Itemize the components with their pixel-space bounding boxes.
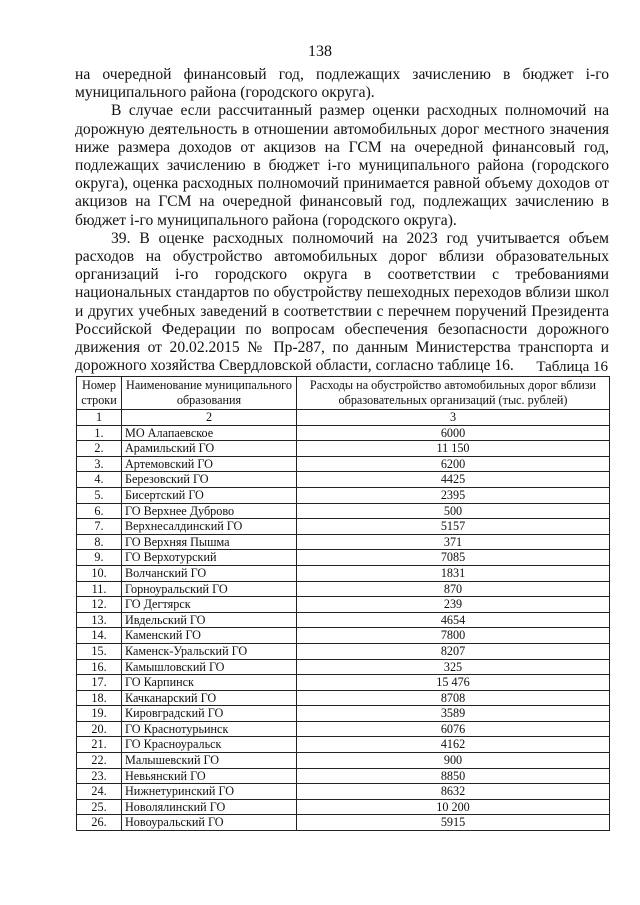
expenses-table bbox=[76, 376, 610, 831]
expense-value: 5915 bbox=[297, 815, 610, 831]
table-row bbox=[77, 472, 610, 488]
expense-value: 5157 bbox=[297, 519, 610, 535]
expense-value: 239 bbox=[297, 597, 610, 613]
table-row bbox=[77, 643, 610, 659]
table-row bbox=[77, 581, 610, 597]
column-number: 2 bbox=[122, 410, 297, 426]
table-header-row bbox=[77, 377, 610, 410]
municipality-name: Артемовский ГО bbox=[122, 456, 297, 472]
expense-value: 7800 bbox=[297, 628, 610, 644]
table-row bbox=[77, 503, 610, 519]
row-number: 3. bbox=[77, 456, 122, 472]
expense-value: 4425 bbox=[297, 472, 610, 488]
municipality-name: Березовский ГО bbox=[122, 472, 297, 488]
row-number: 5. bbox=[77, 487, 122, 503]
table-caption: Таблица 16 bbox=[536, 359, 608, 375]
row-number: 20. bbox=[77, 721, 122, 737]
body-text bbox=[75, 66, 609, 375]
expense-value: 11 150 bbox=[297, 441, 610, 457]
header-expenses: Расходы на обустройство автомобильных дорог вблизи образовательных организаций (тыс. рублей) bbox=[297, 377, 610, 410]
paragraph: 39. В оценке расходных полномочий на 2023 год учитывается объем расходов на обустройство автомобильных дорог вблизи образовательных организаций i-го городского округа в соответствии с требованиями национальных стандартов по обустройству пешеходных переходов вблизи школ и других учебных заведений в соответствии с перечнем поручений Президента Российской Федерации по вопросам обеспечения безопасности дорожного движения от 20.02.2015 № Пр-287, по данным Министерства транспорта и дорожного хозяйства Свердловской области, согласно таблице 16. bbox=[75, 229, 609, 375]
page-number: 138 bbox=[308, 43, 332, 60]
row-number: 2. bbox=[77, 441, 122, 457]
table-row bbox=[77, 659, 610, 675]
municipality-name: Камышловский ГО bbox=[122, 659, 297, 675]
municipality-name: Качканарский ГО bbox=[122, 690, 297, 706]
municipality-name: ГО Красноуральск bbox=[122, 737, 297, 753]
municipality-name: ГО Верхотурский bbox=[122, 550, 297, 566]
row-number: 23. bbox=[77, 768, 122, 784]
row-number: 16. bbox=[77, 659, 122, 675]
table-row bbox=[77, 721, 610, 737]
row-number: 11. bbox=[77, 581, 122, 597]
municipality-name: Ивдельский ГО bbox=[122, 612, 297, 628]
table-row bbox=[77, 550, 610, 566]
municipality-name: ГО Верхнее Дуброво bbox=[122, 503, 297, 519]
expense-value: 8850 bbox=[297, 768, 610, 784]
column-number: 3 bbox=[297, 410, 610, 426]
municipality-name: Кировградский ГО bbox=[122, 706, 297, 722]
column-number-row bbox=[77, 410, 610, 426]
header-row-number: Номер строки bbox=[77, 377, 122, 410]
expense-value: 1831 bbox=[297, 565, 610, 581]
municipality-name: Невьянский ГО bbox=[122, 768, 297, 784]
expense-value: 500 bbox=[297, 503, 610, 519]
header-municipality: Наименование муниципального образования bbox=[122, 377, 297, 410]
table-row bbox=[77, 425, 610, 441]
row-number: 13. bbox=[77, 612, 122, 628]
table-row bbox=[77, 597, 610, 613]
row-number: 8. bbox=[77, 534, 122, 550]
row-number: 18. bbox=[77, 690, 122, 706]
row-number: 1. bbox=[77, 425, 122, 441]
table-row bbox=[77, 612, 610, 628]
expense-value: 8708 bbox=[297, 690, 610, 706]
table-row bbox=[77, 519, 610, 535]
row-number: 22. bbox=[77, 753, 122, 769]
municipality-name: Бисертский ГО bbox=[122, 487, 297, 503]
expense-value: 4162 bbox=[297, 737, 610, 753]
expense-value: 371 bbox=[297, 534, 610, 550]
row-number: 14. bbox=[77, 628, 122, 644]
table-body bbox=[77, 425, 610, 830]
row-number: 15. bbox=[77, 643, 122, 659]
expense-value: 6000 bbox=[297, 425, 610, 441]
row-number: 19. bbox=[77, 706, 122, 722]
table-row bbox=[77, 628, 610, 644]
table-row bbox=[77, 487, 610, 503]
municipality-name: Каменск-Уральский ГО bbox=[122, 643, 297, 659]
municipality-name: Каменский ГО bbox=[122, 628, 297, 644]
municipality-name: Новолялинский ГО bbox=[122, 799, 297, 815]
expense-value: 6076 bbox=[297, 721, 610, 737]
expense-value: 870 bbox=[297, 581, 610, 597]
row-number: 24. bbox=[77, 784, 122, 800]
expense-value: 2395 bbox=[297, 487, 610, 503]
municipality-name: Горноуральский ГО bbox=[122, 581, 297, 597]
row-number: 6. bbox=[77, 503, 122, 519]
municipality-name: Малышевский ГО bbox=[122, 753, 297, 769]
table-row bbox=[77, 706, 610, 722]
row-number: 12. bbox=[77, 597, 122, 613]
municipality-name: ГО Верхняя Пышма bbox=[122, 534, 297, 550]
expense-value: 10 200 bbox=[297, 799, 610, 815]
expense-value: 3589 bbox=[297, 706, 610, 722]
row-number: 26. bbox=[77, 815, 122, 831]
table-row bbox=[77, 799, 610, 815]
municipality-name: ГО Карпинск bbox=[122, 675, 297, 691]
table-row bbox=[77, 753, 610, 769]
expense-value: 15 476 bbox=[297, 675, 610, 691]
row-number: 25. bbox=[77, 799, 122, 815]
municipality-name: Волчанский ГО bbox=[122, 565, 297, 581]
municipality-name: Арамильский ГО bbox=[122, 441, 297, 457]
expense-value: 8632 bbox=[297, 784, 610, 800]
table-row bbox=[77, 675, 610, 691]
paragraph: В случае если рассчитанный размер оценки расходных полномочий на дорожную деятельность в отношении автомобильных дорог местного значения ниже размера доходов от акцизов на ГСМ на очередной финансовый год, подлежащих зачислению в бюджет i-го муниципального района (городского округа), оценка расходных полномочий принимается равной объему доходов от акцизов на ГСМ на очередной финансовый год, подлежащих зачислению в бюджет i-го муниципального района (городского округа). bbox=[75, 102, 609, 229]
table-row bbox=[77, 768, 610, 784]
table-row bbox=[77, 534, 610, 550]
municipality-name: ГО Дегтярск bbox=[122, 597, 297, 613]
row-number: 17. bbox=[77, 675, 122, 691]
municipality-name: Новоуральский ГО bbox=[122, 815, 297, 831]
table-row bbox=[77, 441, 610, 457]
row-number: 4. bbox=[77, 472, 122, 488]
column-number: 1 bbox=[77, 410, 122, 426]
row-number: 9. bbox=[77, 550, 122, 566]
table-row bbox=[77, 565, 610, 581]
expense-value: 4654 bbox=[297, 612, 610, 628]
row-number: 7. bbox=[77, 519, 122, 535]
municipality-name: Верхнесалдинский ГО bbox=[122, 519, 297, 535]
expense-value: 6200 bbox=[297, 456, 610, 472]
expense-value: 8207 bbox=[297, 643, 610, 659]
expense-value: 325 bbox=[297, 659, 610, 675]
municipality-name: МО Алапаевское bbox=[122, 425, 297, 441]
table-row bbox=[77, 784, 610, 800]
municipality-name: ГО Краснотурьинск bbox=[122, 721, 297, 737]
expense-value: 7085 bbox=[297, 550, 610, 566]
table-row bbox=[77, 456, 610, 472]
table-row bbox=[77, 815, 610, 831]
table-row bbox=[77, 737, 610, 753]
table-row bbox=[77, 690, 610, 706]
municipality-name: Нижнетуринский ГО bbox=[122, 784, 297, 800]
paragraph: на очередной финансовый год, подлежащих зачислению в бюджет i-го муниципального района (городского округа). bbox=[75, 66, 609, 102]
row-number: 10. bbox=[77, 565, 122, 581]
expense-value: 900 bbox=[297, 753, 610, 769]
row-number: 21. bbox=[77, 737, 122, 753]
